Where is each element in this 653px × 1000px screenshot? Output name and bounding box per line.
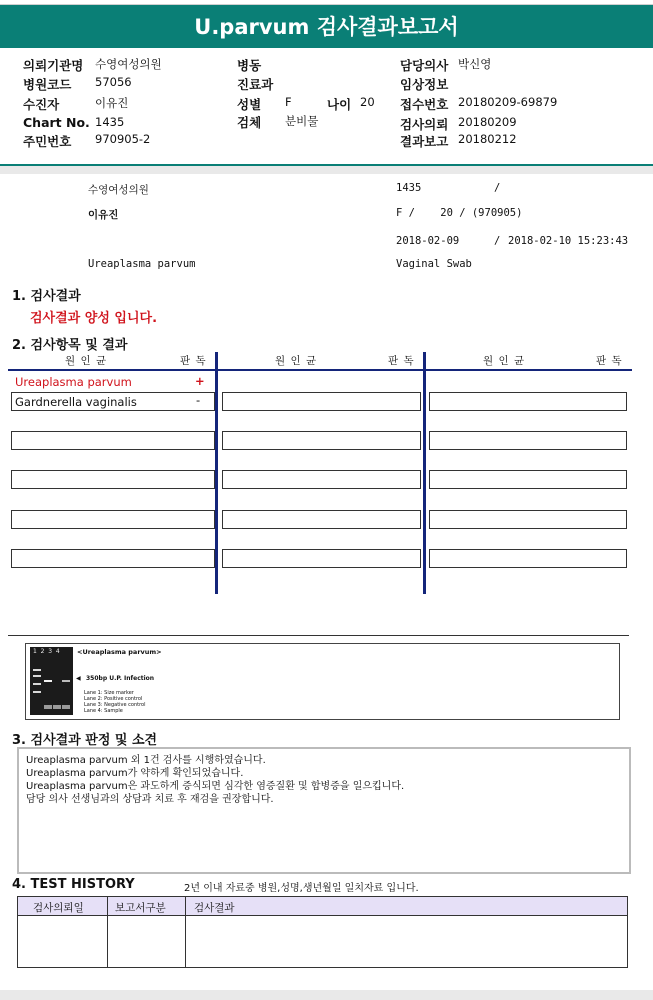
section1-heading: 1. 검사결과 [12,289,81,304]
gel-band [62,680,70,682]
gel-band [44,705,52,709]
col-organism-3: 원 인 균 [483,355,526,367]
section2-heading: 2. 검사항목 및 결과 [12,338,128,353]
header-label-specimen: 검체 [237,115,262,130]
table-col-divider-1 [215,352,218,594]
header-label-hospital-code: 병원코드 [23,77,72,92]
col-judge-1: 판 독 [180,355,207,367]
header-value-request: 20180209 [458,115,517,129]
gel-image-box [25,643,620,720]
gel-band [53,705,61,709]
header-label-institution: 의뢰기관명 [23,58,84,73]
header-label-patient: 수진자 [23,97,60,112]
header-label-chart: Chart No. [23,115,90,130]
header-value-hospital-code: 57056 [95,75,132,89]
header-value-specimen: 분비물 [285,114,319,128]
summary-chart-sep: / [494,182,501,194]
gel-band [44,680,52,682]
report-header [0,50,653,166]
summary-specimen: Vaginal Swab [396,258,472,270]
gel-electrophoresis-image [30,647,73,715]
gel-legend-line: Lane 2: Positive control [84,696,143,702]
gel-band [33,675,41,677]
result-cell [222,392,421,411]
header-label-report: 결과보고 [400,134,449,149]
history-col-divider [185,897,186,967]
findings-line: Ureaplasma parvum 외 1건 검사를 시행하였습니다. [26,755,266,766]
gel-legend-line: Lane 4: Sample [84,708,123,714]
gel-band [62,705,70,709]
history-note: 2년 이내 자료중 병원,성명,생년월일 일치자료 입니다. [184,883,419,894]
result-cell [429,392,627,411]
summary-date-report: 2018-02-10 15:23:43 [508,235,629,247]
gel-legend [84,690,146,714]
result-cell [222,470,421,489]
summary-hospital: 수영여성의원 [88,184,149,196]
organism-result-2: - [196,393,201,407]
header-value-id: 970905-2 [95,132,151,146]
col-judge-2: 판 독 [388,355,415,367]
table-header-line [8,369,632,371]
header-value-chart: 1435 [95,115,125,129]
history-col-report-type: 보고서구분 [115,902,166,914]
gel-band [33,669,41,671]
header-label-receipt: 접수번호 [400,97,449,112]
header-label-age: 나이 [327,97,352,112]
organism-name-1: Ureaplasma parvum [15,375,132,389]
result-cell [429,549,627,568]
divider-band [0,166,653,174]
header-value-doctor: 박신영 [458,57,492,71]
result-cell [11,470,215,489]
findings-line: Ureaplasma parvum가 약하게 확인되었습니다. [26,768,244,779]
footer-band [0,990,653,1000]
result-cell [429,431,627,450]
history-table [17,896,628,968]
header-label-request: 검사의뢰 [400,117,449,132]
summary-sex-age: F / 20 / (970905) [396,207,523,219]
organism-name-2: Gardnerella vaginalis [15,395,137,409]
result-cell [11,510,215,529]
result-cell [222,510,421,529]
section3-heading: 3. 검사결과 판정 및 소견 [12,733,158,748]
findings-box [17,747,631,874]
header-label-sex: 성별 [237,97,262,112]
gel-band-label: 350bp U.P. Infection [86,675,155,682]
gel-legend-line: Lane 1: Size marker [84,690,134,696]
findings-line: Ureaplasma parvum은 과도하게 증식되면 심각한 염증질환 및 합병증을 일으킵니다. [26,781,405,792]
result-cell [429,470,627,489]
header-value-institution: 수영여성의원 [95,57,162,71]
findings-line: 담당 의사 선생님과의 상담과 치료 후 재검을 권장합니다. [26,794,274,805]
history-col-request-date: 검사의뢰일 [33,902,84,914]
result-cell [11,431,215,450]
result-cell [222,549,421,568]
header-value-age: 20 [360,95,375,109]
history-table-header [18,897,627,916]
history-col-divider [107,897,108,967]
section4-heading: 4. TEST HISTORY [12,877,135,892]
gel-legend-line: Lane 3: Negative control [84,702,146,708]
section1-result: 검사결과 양성 입니다. [30,311,158,326]
header-value-receipt: 20180209-69879 [458,95,558,109]
section-divider [8,635,629,636]
header-value-sex: F [285,95,292,109]
result-cell [222,431,421,450]
summary-date-request: 2018-02-09 [396,235,460,247]
header-label-doctor: 담당의사 [400,58,449,73]
report-title: U.parvum 검사결과보고서 [0,4,653,48]
gel-band-arrow: ◀ [76,675,81,682]
result-cell [429,510,627,529]
col-organism-2: 원 인 균 [275,355,318,367]
col-judge-3: 판 독 [596,355,623,367]
summary-date-sep: / [494,235,501,247]
header-label-ward: 병동 [237,58,262,73]
summary-chart: 1435 [396,182,422,194]
header-value-report: 20180212 [458,132,517,146]
header-value-patient: 이유진 [95,96,129,110]
result-cell [11,549,215,568]
history-col-result: 검사결과 [194,902,235,914]
summary-name: 이유진 [88,209,119,221]
header-label-clinical: 임상정보 [400,77,449,92]
gel-lane-numbers: 1 2 3 4 [33,648,60,655]
table-col-divider-2 [423,352,426,594]
organism-result-1: + [195,374,205,388]
gel-band [33,683,41,685]
header-label-id: 주민번호 [23,134,72,149]
summary-test: Ureaplasma parvum [88,258,196,270]
gel-title: <Ureaplasma parvum> [77,648,162,656]
gel-band [33,691,41,693]
col-organism-1: 원 인 균 [65,355,108,367]
header-label-department: 진료과 [237,77,274,92]
